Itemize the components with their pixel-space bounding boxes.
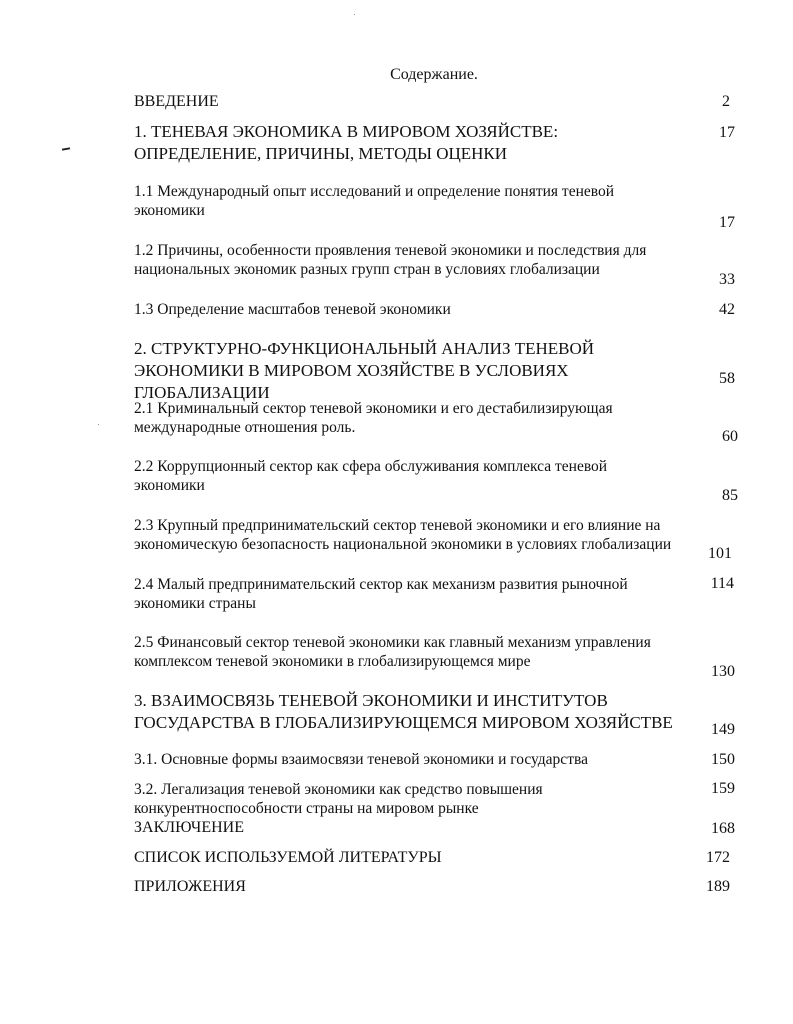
toc-entry-title: 3.2. Легализация теневой экономики как средство повышения конкурентноспособности страны на мировом рынке: [134, 781, 543, 817]
toc-entry-title: ВВЕДЕНИЕ: [134, 93, 219, 110]
toc-entry-page: 101: [708, 545, 732, 562]
toc-entry-page: 159: [711, 780, 735, 797]
toc-entry: [134, 750, 694, 769]
toc-entry: [134, 575, 682, 613]
toc-entry-title: ЗАКЛЮЧЕНИЕ: [134, 819, 244, 836]
scan-mark: [62, 147, 70, 150]
toc-entry: [134, 121, 682, 165]
toc-entry: [134, 300, 682, 319]
toc-entry-page: 114: [710, 575, 734, 592]
toc-entry-page: 17: [719, 214, 735, 231]
toc-entry: [134, 848, 682, 867]
toc-entry-page: 42: [719, 301, 735, 318]
toc-entry: [134, 818, 682, 837]
toc-entry: [134, 690, 682, 734]
toc-entry: [134, 399, 679, 437]
scan-speck: [354, 14, 355, 15]
toc-entry-page: 85: [722, 487, 738, 504]
toc-entry: [134, 457, 679, 495]
toc-entry-title: СПИСОК ИСПОЛЬЗУЕМОЙ ЛИТЕРАТУРЫ: [134, 849, 442, 866]
page-title: Содержание.: [390, 66, 478, 83]
toc-entry-page: 2: [722, 93, 730, 110]
toc-entry-page: 58: [719, 370, 735, 387]
toc-entry-page: 172: [706, 849, 730, 866]
toc-entry: [134, 877, 682, 896]
toc-entry-title: 2.3 Крупный предпринимательский сектор теневой экономики и его влияние на экономическую безопасность национальной экономики в условиях глобализации: [134, 517, 672, 553]
toc-entry-title: 2.5 Финансовый сектор теневой экономики как главный механизм управления комплексом теневой экономики в глобализирующемся мире: [134, 634, 651, 670]
toc-entry: [134, 182, 679, 220]
toc-entry-title: 2.4 Малый предпринимательский сектор как механизм развития рыночной экономики страны: [134, 576, 628, 612]
toc-entry-title: 1. ТЕНЕВАЯ ЭКОНОМИКА В МИРОВОМ ХОЗЯЙСТВЕ: ОПРЕДЕЛЕНИЕ, ПРИЧИНЫ, МЕТОДЫ ОЦЕНКИ: [134, 122, 559, 163]
toc-entry: [134, 516, 682, 554]
toc-entry-title: 2.2 Коррупционный сектор как сфера обслуживания комплекса теневой экономики: [134, 458, 608, 494]
toc-entry-title: 1.3 Определение масштабов теневой экономики: [134, 301, 451, 318]
toc-entry-page: 150: [711, 751, 735, 768]
toc-entry-title: 2.1 Криминальный сектор теневой экономики и его дестабилизирующая международные отношения роль.: [134, 400, 613, 436]
toc-entry-page: 17: [719, 124, 735, 141]
toc-entry: [134, 780, 682, 818]
toc-entry-title: 1.1 Международный опыт исследований и определение понятия теневой экономики: [134, 183, 615, 219]
toc-entry-title: 3.1. Основные формы взаимосвязи теневой экономики и государства: [134, 751, 588, 768]
toc-entry-title: ПРИЛОЖЕНИЯ: [134, 878, 246, 895]
toc-entry-page: 149: [711, 721, 735, 738]
toc-entry-title: 1.2 Причины, особенности проявления теневой экономики и последствия для национальных экономик разных групп стран в условиях глобализации: [134, 242, 647, 278]
toc-entry-page: 33: [719, 271, 735, 288]
toc-entry-title: 3. ВЗАИМОСВЯЗЬ ТЕНЕВОЙ ЭКОНОМИКИ И ИНСТИТУТОВ ГОСУДАРСТВА В ГЛОБАЛИЗИРУЮЩЕМСЯ МИРОВОМ ХОЗЯЙСТВЕ: [134, 691, 673, 732]
scan-speck: [98, 424, 99, 425]
toc-entry: [134, 92, 682, 111]
toc-entry-page: 60: [722, 428, 738, 445]
toc-entry: [134, 633, 682, 671]
toc-entry: [134, 241, 682, 279]
toc-entry-page: 130: [711, 663, 735, 680]
toc-entry-page: 189: [706, 878, 730, 895]
toc-entry-page: 168: [711, 820, 735, 837]
toc-entry-title: 2. СТРУКТУРНО-ФУНКЦИОНАЛЬНЫЙ АНАЛИЗ ТЕНЕВОЙ ЭКОНОМИКИ В МИРОВОМ ХОЗЯЙСТВЕ В УСЛОВИЯХ ГЛОБАЛИЗАЦИИ: [134, 339, 595, 402]
toc-entry: [134, 338, 682, 404]
